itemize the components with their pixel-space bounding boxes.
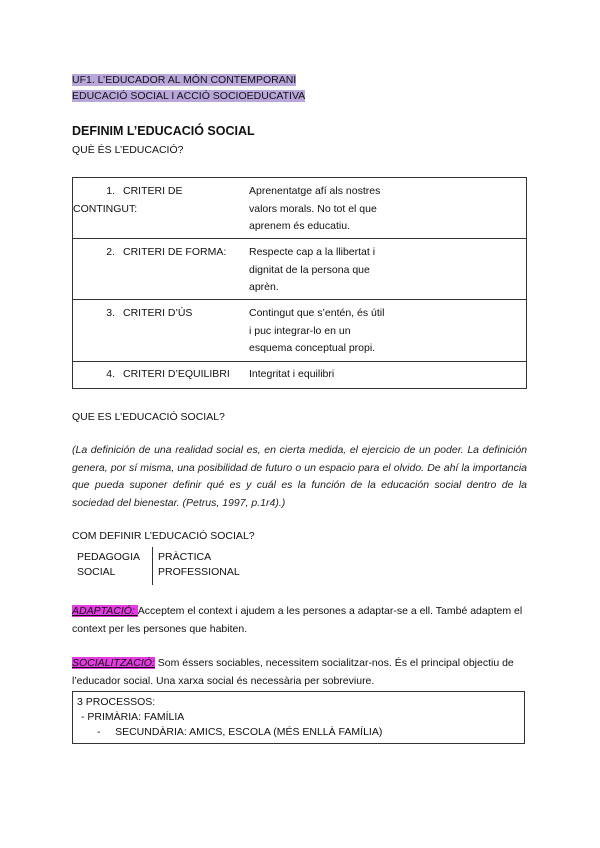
left-column-line: SOCIAL <box>77 566 116 578</box>
left-column <box>77 550 140 580</box>
criterion-text: Aprenentatge afí als nostres <box>249 185 381 197</box>
processes-box <box>72 691 525 744</box>
course-title: EDUCACIÓ SOCIAL I ACCIÓ SOCIOEDUCATIVA <box>72 90 306 102</box>
criterion-text: aprèn. <box>249 281 279 293</box>
criterion-text: aprenem és educatiu. <box>249 220 350 232</box>
question-education: QUÈ ÉS L’EDUCACIÓ? <box>72 144 184 156</box>
criterion-number: 3. <box>106 307 115 319</box>
socialitzacio-label: SOCIALITZACIÓ: <box>72 657 155 669</box>
unit-title: UF1. L’EDUCADOR AL MÓN CONTEMPORANI <box>72 74 297 86</box>
adaptacio-paragraph <box>72 602 532 638</box>
socialitzacio-text: Som éssers sociables, necessitem socialitzar-nos. És el principal objectiu de l’educador social. Una xarxa social és necessària per sobreviure. <box>72 657 514 687</box>
adaptacio-label: ADAPTACIÓ: <box>72 605 138 617</box>
processes-title: 3 PROCESSOS: <box>77 696 156 708</box>
criterion-number: 2. <box>106 246 115 258</box>
right-column-line: PRÀCTICA <box>158 551 212 563</box>
table-row <box>73 300 527 362</box>
criterion-text: Integritat i equilibri <box>249 368 335 380</box>
question-define: COM DEFINIR L’EDUCACIÓ SOCIAL? <box>72 530 255 542</box>
criterion-text: dignitat de la persona que <box>249 263 370 276</box>
criterion-label: CRITERI D’ÚS <box>123 307 193 319</box>
list-item: - SECUNDÀRIA: AMICS, ESCOLA (MÉS ENLLÀ FAMÍLIA) <box>97 726 383 738</box>
question-social-education: QUE ES L’EDUCACIÓ SOCIAL? <box>72 411 225 423</box>
list-item: - PRIMÀRIA: FAMÍLIA <box>81 711 185 723</box>
table-row <box>73 239 527 300</box>
right-column <box>158 550 240 580</box>
quote-paragraph: (La definición de una realidad social es, en cierta medida, el ejercicio de un poder. La definición genera, por sí misma, una posibilidad de futuro o un espacio para el olvido. De ahí la importancia que pueda suponer definir qué es y cuál es la función de la educación social dentro de la sociedad del bienestar. (Petrus, 1997, p.1r4).) <box>72 444 527 509</box>
divider <box>152 547 153 585</box>
criterion-text: Respecte cap a la llibertat i <box>249 246 376 258</box>
criterion-label: CRITERI D’EQUILIBRI <box>123 368 230 380</box>
criterion-text: esquema conceptual propi. <box>249 342 376 354</box>
criterion-text: i puc integrar-lo en un <box>249 324 351 337</box>
criterion-number: 1. <box>106 185 115 197</box>
socialitzacio-paragraph <box>72 654 532 690</box>
table-row <box>73 178 527 239</box>
adaptacio-text: Acceptem el context i ajudem a les persones a adaptar-se a ell. També adaptem el context per les persones que habiten. <box>72 605 523 635</box>
criterion-label: CRITERI DE FORMA: <box>123 246 227 258</box>
left-column-line: PEDAGOGIA <box>77 551 141 563</box>
page-title: DEFINIM L’EDUCACIÓ SOCIAL <box>72 124 255 138</box>
right-column-line: PROFESSIONAL <box>158 566 240 578</box>
criterion-text: valors morals. No tot el que <box>249 202 377 215</box>
criterion-number: 4. <box>106 368 115 380</box>
criterion-label: CRITERI DE CONTINGUT: <box>73 185 183 215</box>
criteria-table <box>72 177 527 389</box>
table-row <box>73 362 527 389</box>
criterion-text: Contingut que s’entén, és útil <box>249 307 385 319</box>
